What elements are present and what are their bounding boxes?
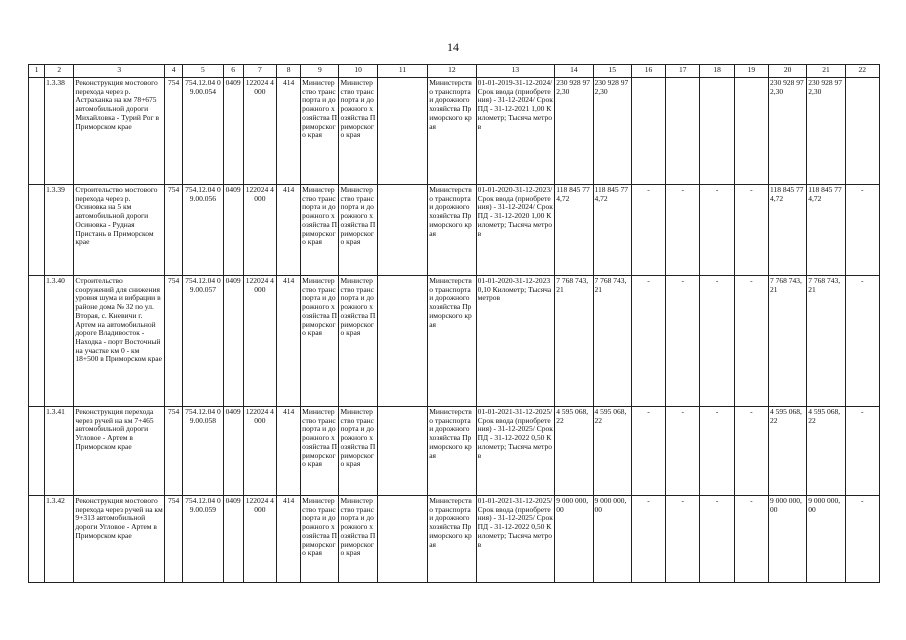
row-marker-cell bbox=[29, 185, 45, 276]
funding-total: 4 595 068,22 bbox=[807, 407, 845, 496]
column-header-19: 19 bbox=[734, 65, 768, 78]
column-header-14: 14 bbox=[555, 65, 593, 78]
row-number: 1.3.39 bbox=[45, 185, 74, 276]
column-header-5: 5 bbox=[183, 65, 223, 78]
column-header-22: 22 bbox=[845, 65, 879, 78]
target-code: 122024 4000 bbox=[243, 78, 276, 185]
funding-total: 9 000 000,00 bbox=[807, 496, 845, 583]
object-name: Реконструкция мостового перехода через р. Астраханка на км 78+675 автомобильной дороги Михайловка - Турий Рог в Приморском крае bbox=[74, 78, 165, 185]
expense-type: 414 bbox=[276, 407, 300, 496]
column-header-20: 20 bbox=[768, 65, 806, 78]
col-16: - bbox=[631, 276, 665, 407]
budget-table bbox=[28, 64, 880, 583]
column-number-header bbox=[29, 65, 880, 78]
cost-total: 9 000 000,00 bbox=[555, 496, 593, 583]
recipient: Министерство транспорта и дорожного хозяйства Приморского края bbox=[428, 78, 476, 185]
period-capacity: 01-01-2019-31-12-2024/ Срок ввода (приобретения) - 31-12-2024/ Срок ПД - 31-12-2021 1,00 Километр; Тысяча метров bbox=[476, 78, 555, 185]
col-16: - bbox=[631, 496, 665, 583]
column-header-9: 9 bbox=[301, 65, 339, 78]
column-header-11: 11 bbox=[377, 65, 427, 78]
col-18: - bbox=[700, 407, 734, 496]
row-marker-cell bbox=[29, 407, 45, 496]
funding-2020: 230 928 972,30 bbox=[768, 78, 806, 185]
col-18: - bbox=[700, 276, 734, 407]
col-22: - bbox=[845, 185, 879, 276]
recipient: Министерство транспорта и дорожного хозяйства Приморского края bbox=[428, 496, 476, 583]
column-header-2: 2 bbox=[45, 65, 74, 78]
section-code: 0409 bbox=[223, 185, 243, 276]
row-number: 1.3.38 bbox=[45, 78, 74, 185]
row-number: 1.3.41 bbox=[45, 407, 74, 496]
column-header-13: 13 bbox=[476, 65, 555, 78]
column-header-6: 6 bbox=[223, 65, 243, 78]
col-17: - bbox=[666, 407, 700, 496]
expense-type: 414 bbox=[276, 496, 300, 583]
col-18 bbox=[700, 78, 734, 185]
col-11 bbox=[377, 407, 427, 496]
column-header-21: 21 bbox=[807, 65, 845, 78]
recipient: Министерство транспорта и дорожного хозяйства Приморского края bbox=[428, 276, 476, 407]
funding-2020: 7 768 743,21 bbox=[768, 276, 806, 407]
column-header-10: 10 bbox=[339, 65, 377, 78]
row-marker-cell bbox=[29, 496, 45, 583]
funding-total: 7 768 743,21 bbox=[807, 276, 845, 407]
code-gr: 754 bbox=[165, 78, 183, 185]
column-header-18: 18 bbox=[700, 65, 734, 78]
expense-type: 414 bbox=[276, 185, 300, 276]
object-name: Реконструкция перехода через ручей на км 7+465 автомобильной дороги Угловое - Артем в Приморском крае bbox=[74, 407, 165, 496]
cost-limit: 7 768 743,21 bbox=[593, 276, 631, 407]
customer: Министерство транспорта и дорожного хозяйства Приморского края bbox=[301, 496, 339, 583]
col-11 bbox=[377, 185, 427, 276]
col-19 bbox=[734, 78, 768, 185]
column-header-17: 17 bbox=[666, 65, 700, 78]
column-header-16: 16 bbox=[631, 65, 665, 78]
cost-limit: 230 928 972,30 bbox=[593, 78, 631, 185]
col-16 bbox=[631, 78, 665, 185]
col-19: - bbox=[734, 276, 768, 407]
column-header-3: 3 bbox=[74, 65, 165, 78]
column-header-12: 12 bbox=[428, 65, 476, 78]
section-code: 0409 bbox=[223, 276, 243, 407]
code-full: 754.12.04 09.00.058 bbox=[183, 407, 223, 496]
table-row bbox=[29, 496, 880, 583]
row-number: 1.3.40 bbox=[45, 276, 74, 407]
code-full: 754.12.04 09.00.054 bbox=[183, 78, 223, 185]
section-code: 0409 bbox=[223, 496, 243, 583]
column-header-1: 1 bbox=[29, 65, 45, 78]
col-11 bbox=[377, 276, 427, 407]
object-name: Строительство мостового перехода через р. Осиновка на 5 км автомобильной дороги Осиновка - Рудная Пристань в Приморском крае bbox=[74, 185, 165, 276]
object-name: Реконструкция мостового перехода через ручей на км 9+313 автомобильной дороги Угловое - Артем в Приморском крае bbox=[74, 496, 165, 583]
cost-limit: 4 595 068,22 bbox=[593, 407, 631, 496]
funding-total: 230 928 972,30 bbox=[807, 78, 845, 185]
cost-total: 230 928 972,30 bbox=[555, 78, 593, 185]
period-capacity: 01-01-2021-31-12-2025/ Срок ввода (приобретения) - 31-12-2025/ Срок ПД - 31-12-2022 0,50 Километр; Тысяча метров bbox=[476, 496, 555, 583]
period-capacity: 01-01-2021-31-12-2025/ Срок ввода (приобретения) - 31-12-2025/ Срок ПД - 31-12-2022 0,50 Километр; Тысяча метров bbox=[476, 407, 555, 496]
table-row bbox=[29, 185, 880, 276]
customer: Министерство транспорта и дорожного хозяйства Приморского края bbox=[301, 78, 339, 185]
cost-limit: 118 845 774,72 bbox=[593, 185, 631, 276]
code-full: 754.12.04 09.00.056 bbox=[183, 185, 223, 276]
col-11 bbox=[377, 496, 427, 583]
customer: Министерство транспорта и дорожного хозяйства Приморского края bbox=[301, 407, 339, 496]
recipient: Министерство транспорта и дорожного хозяйства Приморского края bbox=[428, 407, 476, 496]
customer: Министерство транспорта и дорожного хозяйства Приморского края bbox=[301, 185, 339, 276]
developer: Министерство транспорта и дорожного хозяйства Приморского края bbox=[339, 407, 377, 496]
col-22 bbox=[845, 78, 879, 185]
col-17: - bbox=[666, 276, 700, 407]
col-19: - bbox=[734, 407, 768, 496]
cost-limit: 9 000 000,00 bbox=[593, 496, 631, 583]
table-row bbox=[29, 78, 880, 185]
expense-type: 414 bbox=[276, 276, 300, 407]
developer: Министерство транспорта и дорожного хозяйства Приморского края bbox=[339, 276, 377, 407]
col-22: - bbox=[845, 496, 879, 583]
target-code: 122024 4000 bbox=[243, 185, 276, 276]
target-code: 122024 4000 bbox=[243, 407, 276, 496]
col-19: - bbox=[734, 496, 768, 583]
cost-total: 7 768 743,21 bbox=[555, 276, 593, 407]
code-gr: 754 bbox=[165, 185, 183, 276]
code-gr: 754 bbox=[165, 496, 183, 583]
col-18: - bbox=[700, 185, 734, 276]
col-16: - bbox=[631, 185, 665, 276]
col-18: - bbox=[700, 496, 734, 583]
col-16: - bbox=[631, 407, 665, 496]
funding-2020: 4 595 068,22 bbox=[768, 407, 806, 496]
target-code: 122024 4000 bbox=[243, 276, 276, 407]
table-row bbox=[29, 407, 880, 496]
code-full: 754.12.04 09.00.059 bbox=[183, 496, 223, 583]
developer: Министерство транспорта и дорожного хозяйства Приморского края bbox=[339, 496, 377, 583]
section-code: 0409 bbox=[223, 407, 243, 496]
col-22: - bbox=[845, 276, 879, 407]
col-17: - bbox=[666, 496, 700, 583]
funding-2020: 9 000 000,00 bbox=[768, 496, 806, 583]
object-name: Строительство сооружений для снижения уровня шума и вибрации в районе дома № 32 по ул. Вторая, с. Кневичи г. Артем на автомобильной дороге Владивосток - Находка - порт Восточный на участке км 0 - км 18+500 в Приморском крае bbox=[74, 276, 165, 407]
cost-total: 118 845 774,72 bbox=[555, 185, 593, 276]
col-11 bbox=[377, 78, 427, 185]
column-header-4: 4 bbox=[165, 65, 183, 78]
expense-type: 414 bbox=[276, 78, 300, 185]
cost-total: 4 595 068,22 bbox=[555, 407, 593, 496]
developer: Министерство транспорта и дорожного хозяйства Приморского края bbox=[339, 185, 377, 276]
col-17: - bbox=[666, 185, 700, 276]
code-gr: 754 bbox=[165, 276, 183, 407]
page-number: 14 bbox=[447, 40, 459, 54]
row-marker-cell bbox=[29, 276, 45, 407]
developer: Министерство транспорта и дорожного хозяйства Приморского края bbox=[339, 78, 377, 185]
table-row bbox=[29, 276, 880, 407]
recipient: Министерство транспорта и дорожного хозяйства Приморского края bbox=[428, 185, 476, 276]
target-code: 122024 4000 bbox=[243, 496, 276, 583]
column-header-15: 15 bbox=[593, 65, 631, 78]
code-gr: 754 bbox=[165, 407, 183, 496]
col-22: - bbox=[845, 407, 879, 496]
customer: Министерство транспорта и дорожного хозяйства Приморского края bbox=[301, 276, 339, 407]
col-19: - bbox=[734, 185, 768, 276]
funding-2020: 118 845 774,72 bbox=[768, 185, 806, 276]
funding-total: 118 845 774,72 bbox=[807, 185, 845, 276]
row-marker-cell bbox=[29, 78, 45, 185]
column-header-7: 7 bbox=[243, 65, 276, 78]
col-17 bbox=[666, 78, 700, 185]
code-full: 754.12.04 09.00.057 bbox=[183, 276, 223, 407]
row-number: 1.3.42 bbox=[45, 496, 74, 583]
section-code: 0409 bbox=[223, 78, 243, 185]
column-header-8: 8 bbox=[276, 65, 300, 78]
period-capacity: 01-01-2020-31-12-2023 0,10 Километр; Тысяча метров bbox=[476, 276, 555, 407]
period-capacity: 01-01-2020-31-12-2023/ Срок ввода (приобретения) - 31-12-2024/ Срок ПД - 31-12-2020 1,00 Километр; Тысяча метров bbox=[476, 185, 555, 276]
